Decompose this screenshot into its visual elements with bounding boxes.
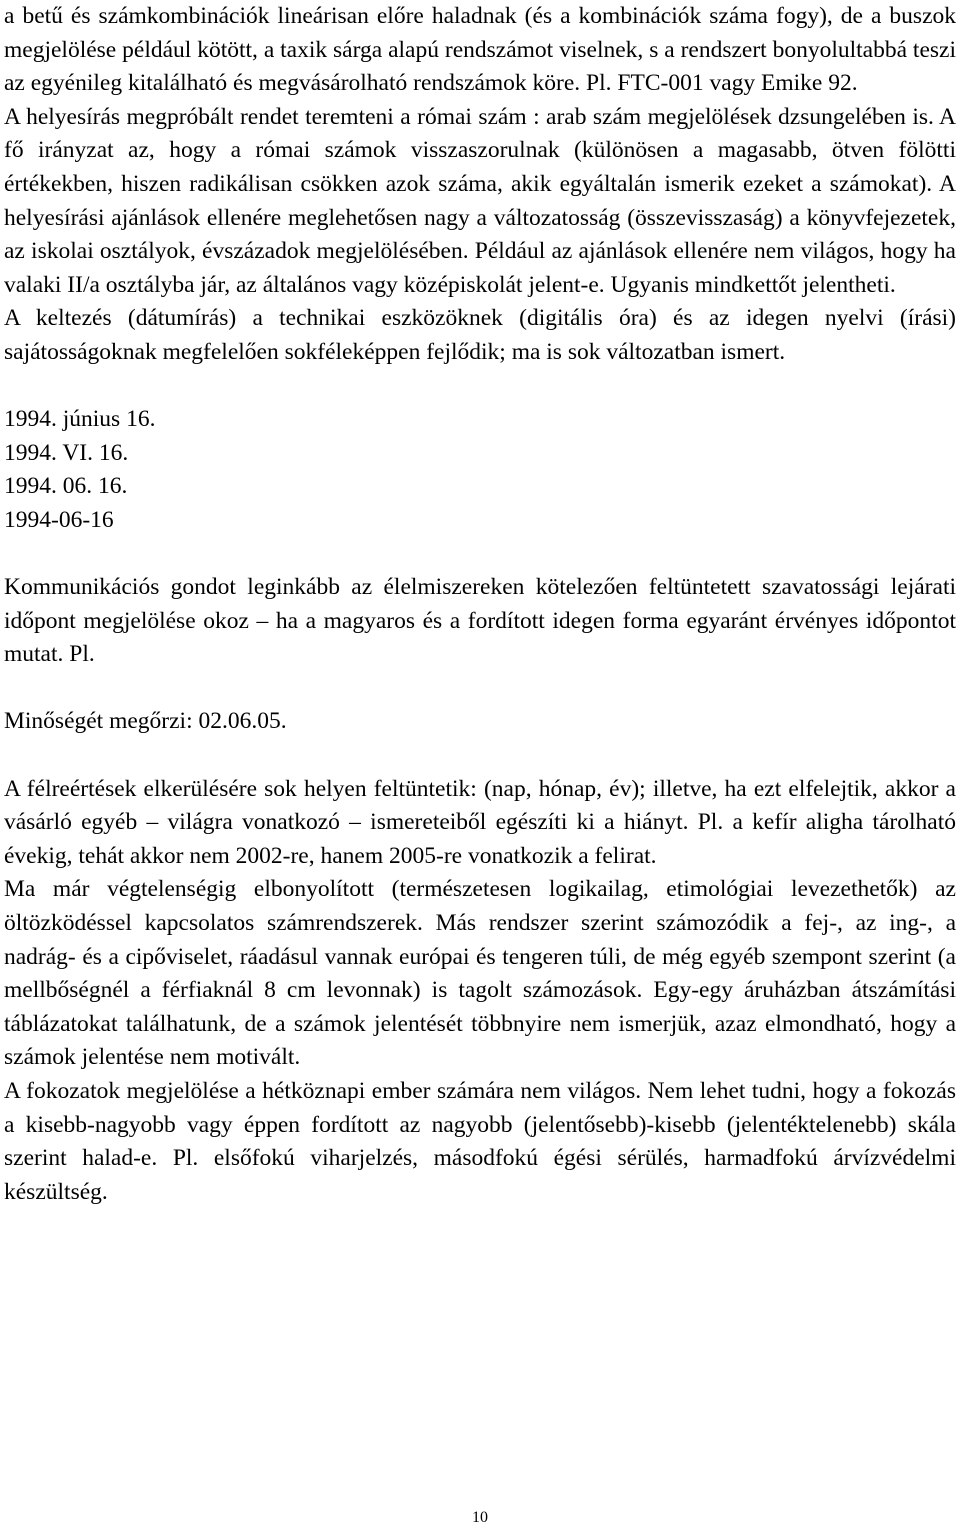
paragraph-license-plates: a betű és számkombinációk lineárisan előre haladnak (és a kombinációk száma fogy), de a buszok megjelölése például kötött, a taxik sárga alapú rendszámot viselnek, s a rendszert bonyolultabbá teszi az egyénileg kitalálható és megvásárolható rendszámok köre. Pl. FTC-001 vagy Emike 92. [4,3,956,97]
paragraph-misunderstandings: A félreértések elkerülésére sok helyen feltüntetik: (nap, hónap, év); illetve, ha ezt elfelejtik, akkor a vásárló egyéb – világra vonatkozó – ismereteiből egészíti ki a hiányt. Pl. a kefír aligha tárolható évekig, tehát akkor nem 2002-re, hanem 2005-re vonatkozik a felirat. [4,775,956,869]
paragraph-expiry-date: Kommunikációs gondot leginkább az élelmiszereken kötelezően feltüntetett szavatossági lejárati időpont megjelölése okoz – ha a magyaros és a fordított idegen forma egyaránt érvényes időpontot mutat. Pl. [4,574,956,668]
paragraph-date-writing: A keltezés (dátumírás) a technikai eszközöknek (digitális óra) és az idegen nyelvi (írási) sajátosságoknak megfelelően sokféleképpen fejlődik; ma is sok változatban ismert. [4,305,956,365]
date-example: 1994-06-16 [4,506,114,533]
paragraph-clothing-sizes: Ma már végtelenségig elbonyolított (természetesen logikailag, etimológiai levezethetők) az öltözködéssel kapcsolatos számrendszerek. Más rendszer szerint számozódik a fej-, az ing-, a nadrág- és a cipőviselet, ráadásul vannak európai és tengeren túli, de még egyéb szempont szerint (a mellbőségnél a férfiaknál 8 cm levonnak) is tagolt számozások. Egy-egy áruházban átszámítási táblázatokat találhatunk, de a számok jelentését többnyire nem ismerjük, azaz elmondható, hogy a számok jelentése nem motivált. [4,876,956,1071]
page-number: 10 [472,1509,488,1526]
date-example: 1994. 06. 16. [4,473,128,500]
expiry-example: Minőségét megőrzi: 02.06.05. [4,708,287,735]
blank-line [4,370,956,404]
blank-line [4,672,956,706]
document-body [4,0,956,1209]
blank-line [4,538,956,572]
date-example: 1994. június 16. [4,406,156,433]
paragraph-grades: A fokozatok megjelölése a hétköznapi ember számára nem világos. Nem lehet tudni, hogy a fokozás a kisebb-nagyobb vagy éppen fordított az nagyobb (jelentősebb)-kisebb (jelentéktelenebb) skála szerint halad-e. Pl. elsőfokú viharjelzés, másodfokú égési sérülés, harmadfokú árvízvédelmi készültség. [4,1078,956,1205]
date-example: 1994. VI. 16. [4,439,129,466]
blank-line [4,739,956,773]
paragraph-roman-numerals: A helyesírás megpróbált rendet teremteni a római szám : arab szám megjelölések dzsungelében is. A fő irányzat az, hogy a római számok visszaszorulnak (különösen a magasabb, ötven fölötti értékekben, hiszen radikálisan csökken azok száma, akik egyáltalán ismerik ezeket a számokat). A helyesírási ajánlások ellenére meglehetősen nagy a változatosság (összevisszaság) a könyvfejezetek, az iskolai osztályok, évszázadok megjelölésében. Például az ajánlások ellenére nem világos, hogy ha valaki II/a osztályba jár, az általános vagy középiskolát jelent-e. Ugyanis mindkettőt jelentheti. [4,103,956,298]
